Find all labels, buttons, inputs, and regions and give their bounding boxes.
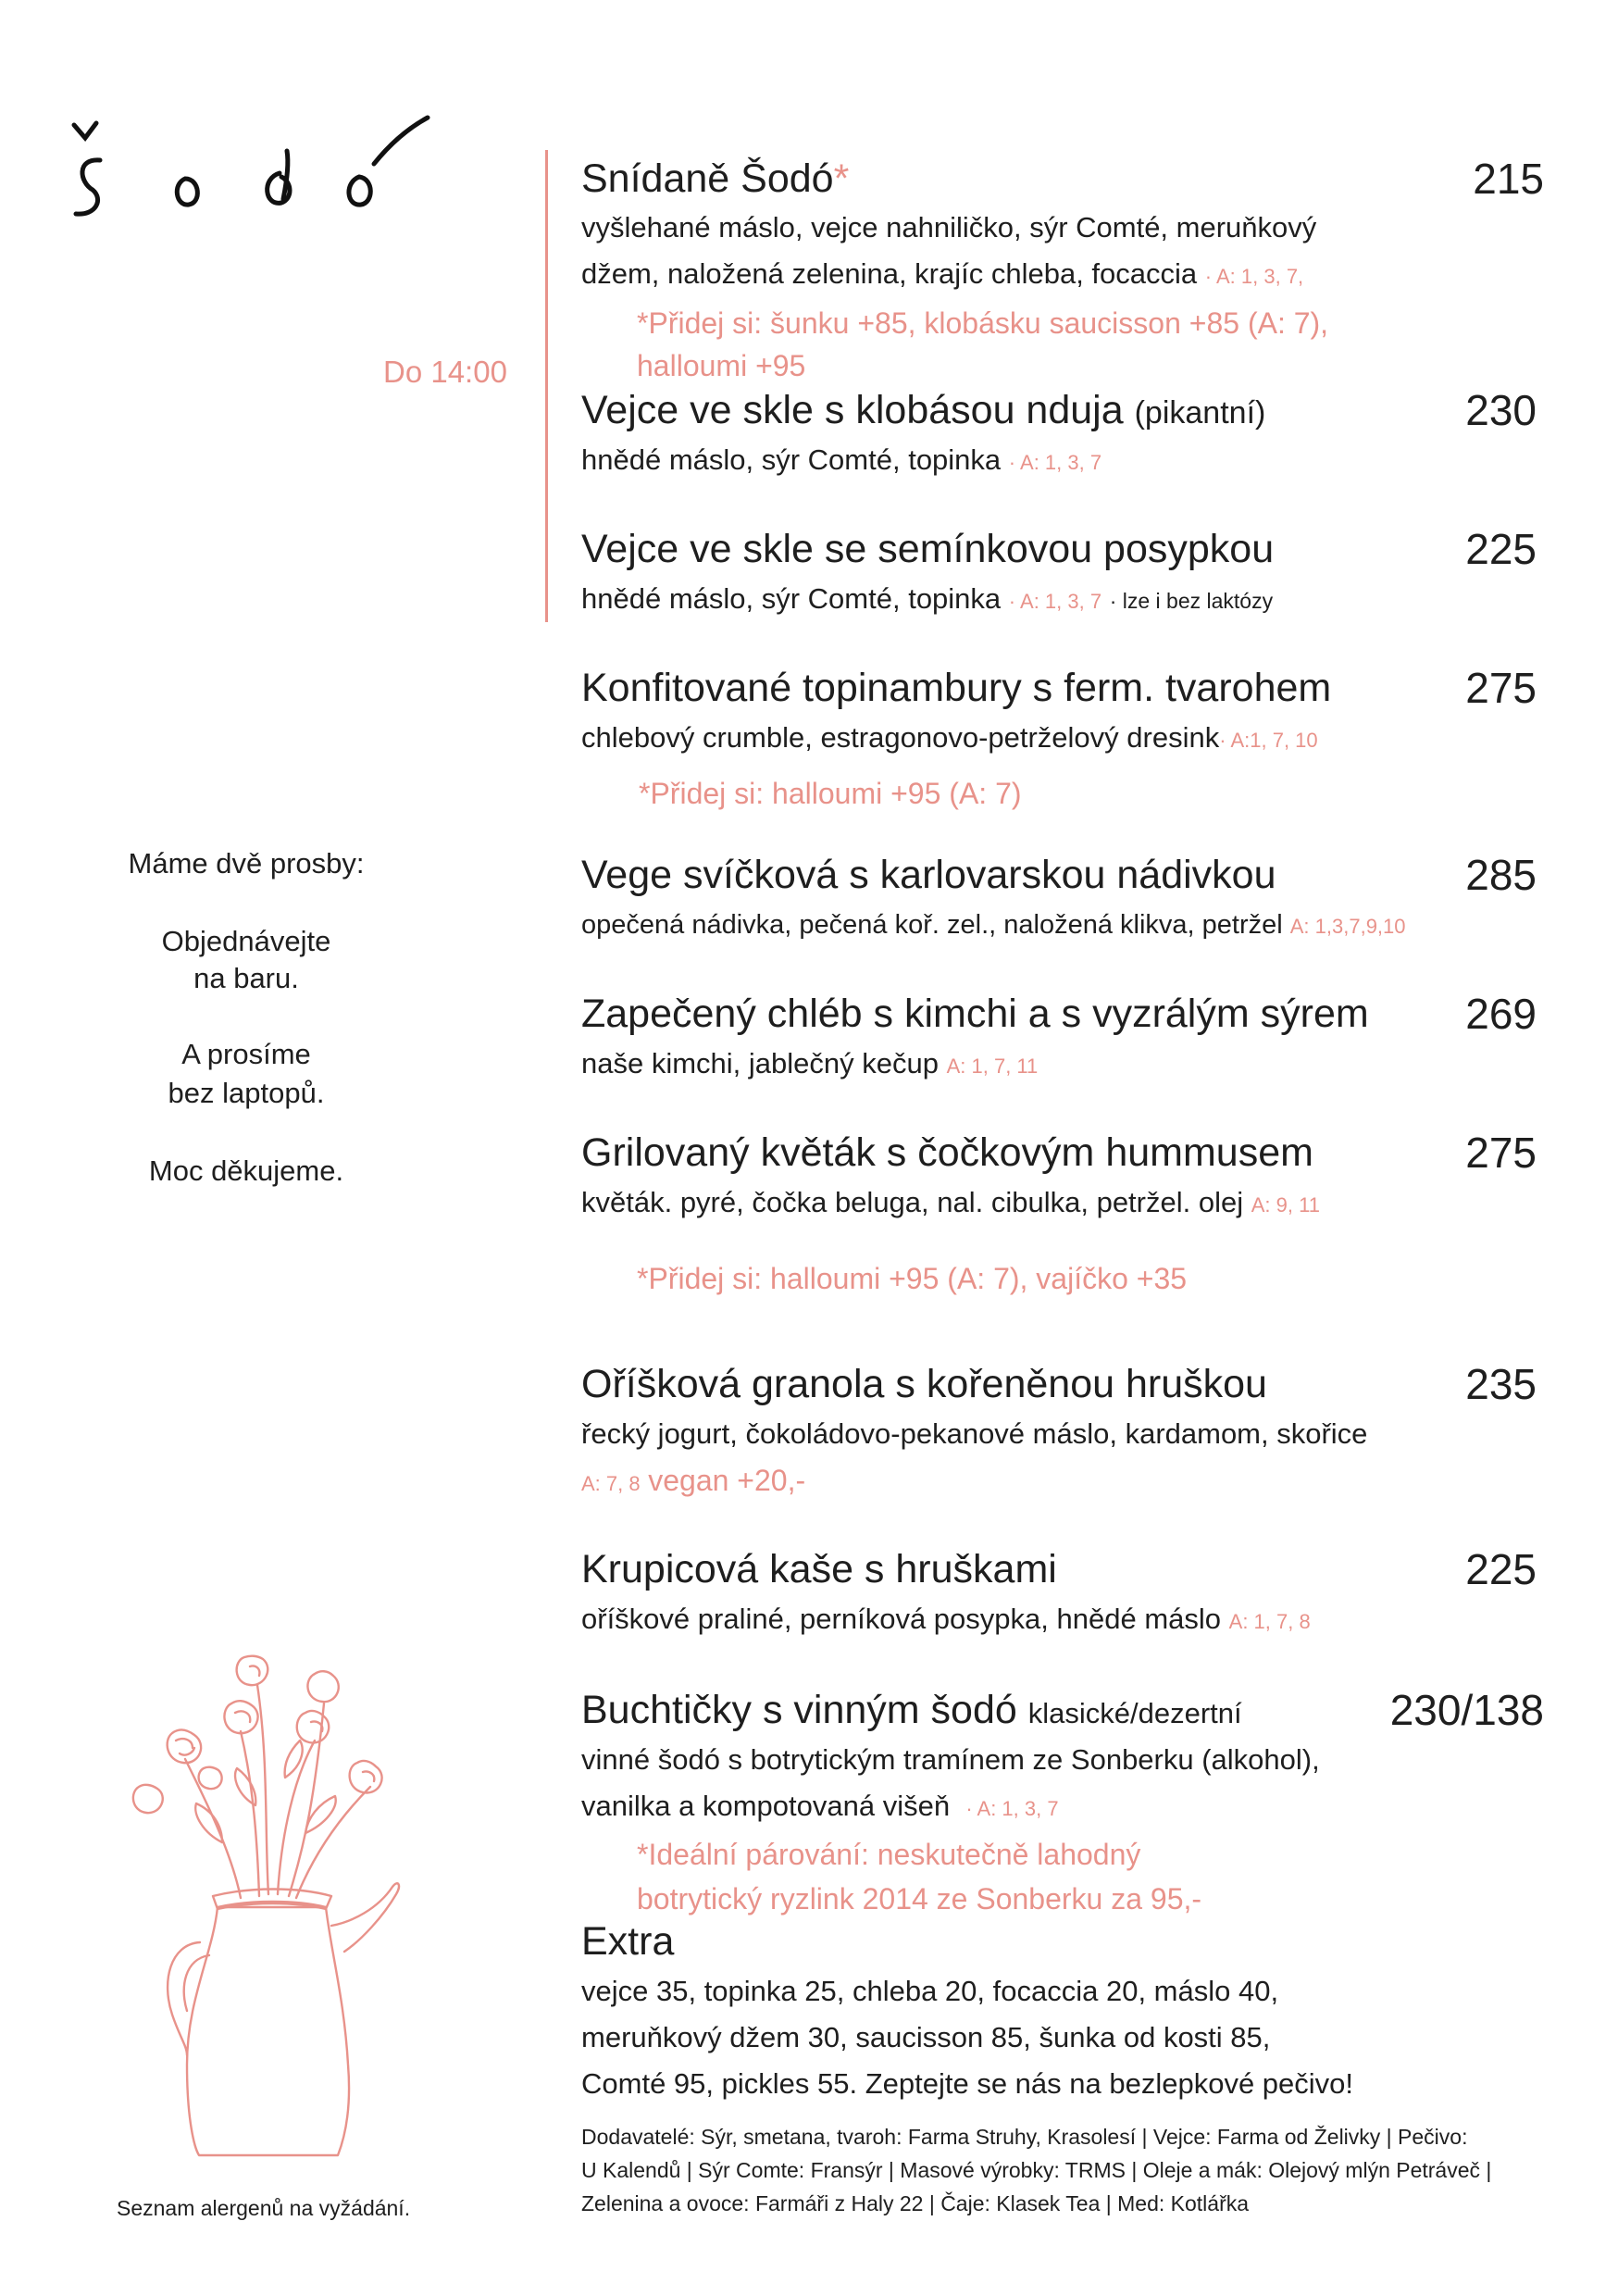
vegan-option: vegan +20,- [648,1464,806,1497]
menu-item-price: 225 [1465,525,1537,573]
allergen-codes: A: 1, 7, 11 [946,1054,1039,1078]
menu-item-title: Vejce ve skle s klobásou nduja (pikantní) [581,388,1266,432]
menu-item-description: vinné šodó s botrytickým tramínem ze Sonberku (alkohol), [581,1743,1320,1776]
menu-item-title: Oříšková granola s kořeněnou hruškou [581,1362,1267,1406]
menu-item-title: Buchtičky s vinným šodó klasické/dezertní [581,1688,1242,1732]
extra-line: vejce 35, topinka 25, chleba 20, focaccia 20, máslo 40, [581,1975,1279,2007]
allergen-codes: A: 1, 7, 8 [1228,1610,1311,1633]
request-laptop-line2: bez laptopů. [168,1077,325,1109]
extra-line: Comté 95, pickles 55. Zeptejte se nás na bezlepkové pečivo! [581,2067,1354,2100]
menu-item-description: vanilka a kompotovaná višeň · A: 1, 3, 7 [581,1790,1059,1822]
menu-item-addon: halloumi +95 [637,349,806,382]
allergen-codes: · A: 1, 3, 7 [1008,590,1102,613]
menu-item-price: 275 [1465,1129,1537,1177]
lactose-note: · lze i bez laktózy [1109,589,1274,613]
flower-vase-illustration [83,1648,472,2166]
menu-item-price: 235 [1465,1360,1537,1408]
allergen-codes: · A: 1, 3, 7, [1204,265,1304,288]
menu-item-addon: botrytický ryzlink 2014 ze Sonberku za 95,- [637,1882,1202,1915]
menu-item-description [581,1461,805,1504]
menu-item-addon: *Přidej si: halloumi +95 (A: 7), vajíčko +35 [637,1262,1188,1295]
menu-item-title: Snídaně Šodó* [581,156,850,201]
menu-item-addon: *Přidej si: halloumi +95 (A: 7) [639,777,1022,810]
allergen-codes: · A: 1, 3, 7 [1008,451,1102,474]
allergen-codes: · A: 1, 3, 7 [965,1797,1059,1820]
menu-item-description: oříškové praliné, perníková posypka, hnědé máslo A: 1, 7, 8 [581,1603,1311,1635]
menu-item-title: Vejce ve skle se semínkovou posypkou [581,527,1275,571]
menu-item-addon: *Přidej si: šunku +85, klobásku saucisson +85 (A: 7), [637,306,1329,340]
menu-item-description: řecký jogurt, čokoládovo-pekanové máslo, kardamom, skořice [581,1417,1368,1450]
request-order-line1: Objednávejte [161,925,331,957]
vertical-divider [545,150,548,622]
menu-item-description: naše kimchi, jablečný kečup A: 1, 7, 11 [581,1047,1039,1079]
menu-item-description: džem, naložená zelenina, krajíc chleba, focaccia · A: 1, 3, 7, [581,257,1304,290]
suppliers-line: U Kalendů | Sýr Comte: Fransýr | Masové výrobky: TRMS | Oleje a mák: Olejový mlýn Petráveč | [581,2158,1492,2182]
suppliers-line: Zelenina a ovoce: Farmáři z Haly 22 | Čaje: Klasek Tea | Med: Kotlářka [581,2191,1250,2215]
menu-item-title: Krupicová kaše s hruškami [581,1547,1057,1591]
menu-item-description: květák. pyré, čočka beluga, nal. cibulka, petržel. olej A: 9, 11 [581,1186,1320,1218]
menu-item-title: Zapečený chléb s kimchi a s vyzrálým sýrem [581,992,1369,1036]
menu-item-title: Grilovaný květák s čočkovým hummusem [581,1130,1313,1175]
extra-line: meruňkový džem 30, saucisson 85, šunka od kosti 85, [581,2021,1271,2053]
menu-item-description: vyšlehané máslo, vejce nahniličko, sýr Comté, meruňkový [581,211,1317,243]
extra-title: Extra [581,1919,675,1964]
menu-item-description: hnědé máslo, sýr Comté, topinka · A: 1, 3, 7 · lze i bez laktózy [581,582,1274,615]
menu-item-price: 269 [1465,990,1537,1038]
menu-item-description: hnědé máslo, sýr Comté, topinka · A: 1, 3, 7 [581,443,1102,476]
allergen-codes: · A:1, 7, 10 [1219,729,1318,752]
menu-item-price: 230 [1465,386,1537,434]
allergen-codes: A: 9, 11 [1251,1193,1320,1217]
allergen-codes: A: 7, 8 [581,1472,641,1495]
request-laptop-line1: A prosíme [181,1038,311,1070]
breakfast-time-note: Do 14:00 [383,355,507,389]
thanks-note: Moc děkujeme. [148,1154,344,1187]
allergen-codes: A: 1,3,7,9,10 [1289,915,1406,938]
menu-item-price: 215 [1473,155,1544,203]
menu-item-title: Konfitované topinambury s ferm. tvarohem [581,666,1332,710]
request-order-line2: na baru. [193,962,299,994]
menu-item-addon: *Ideální párování: neskutečně lahodný [637,1838,1141,1871]
request-intro: Máme dvě prosby: [128,847,365,880]
menu-item-price: 225 [1465,1545,1537,1593]
suppliers-line: Dodavatelé: Sýr, smetana, tvaroh: Farma Struhy, Krasolesí | Vejce: Farma od Želivky | Pečivo: [581,2125,1468,2149]
sodo-logo [56,106,444,227]
menu-item-price: 285 [1465,851,1537,899]
menu-item-description: opečená nádivka, pečená koř. zel., naložená klikva, petržel A: 1,3,7,9,10 [581,910,1406,940]
menu-item-description: chlebový crumble, estragonovo-petrželový dresink· A:1, 7, 10 [581,721,1318,754]
menu-item-title: Vege svíčková s karlovarskou nádivkou [581,853,1276,897]
menu-item-price: 275 [1465,664,1537,712]
menu-item-price: 230/138 [1389,1686,1544,1734]
allergen-note: Seznam alergenů na vyžádání. [117,2196,411,2220]
